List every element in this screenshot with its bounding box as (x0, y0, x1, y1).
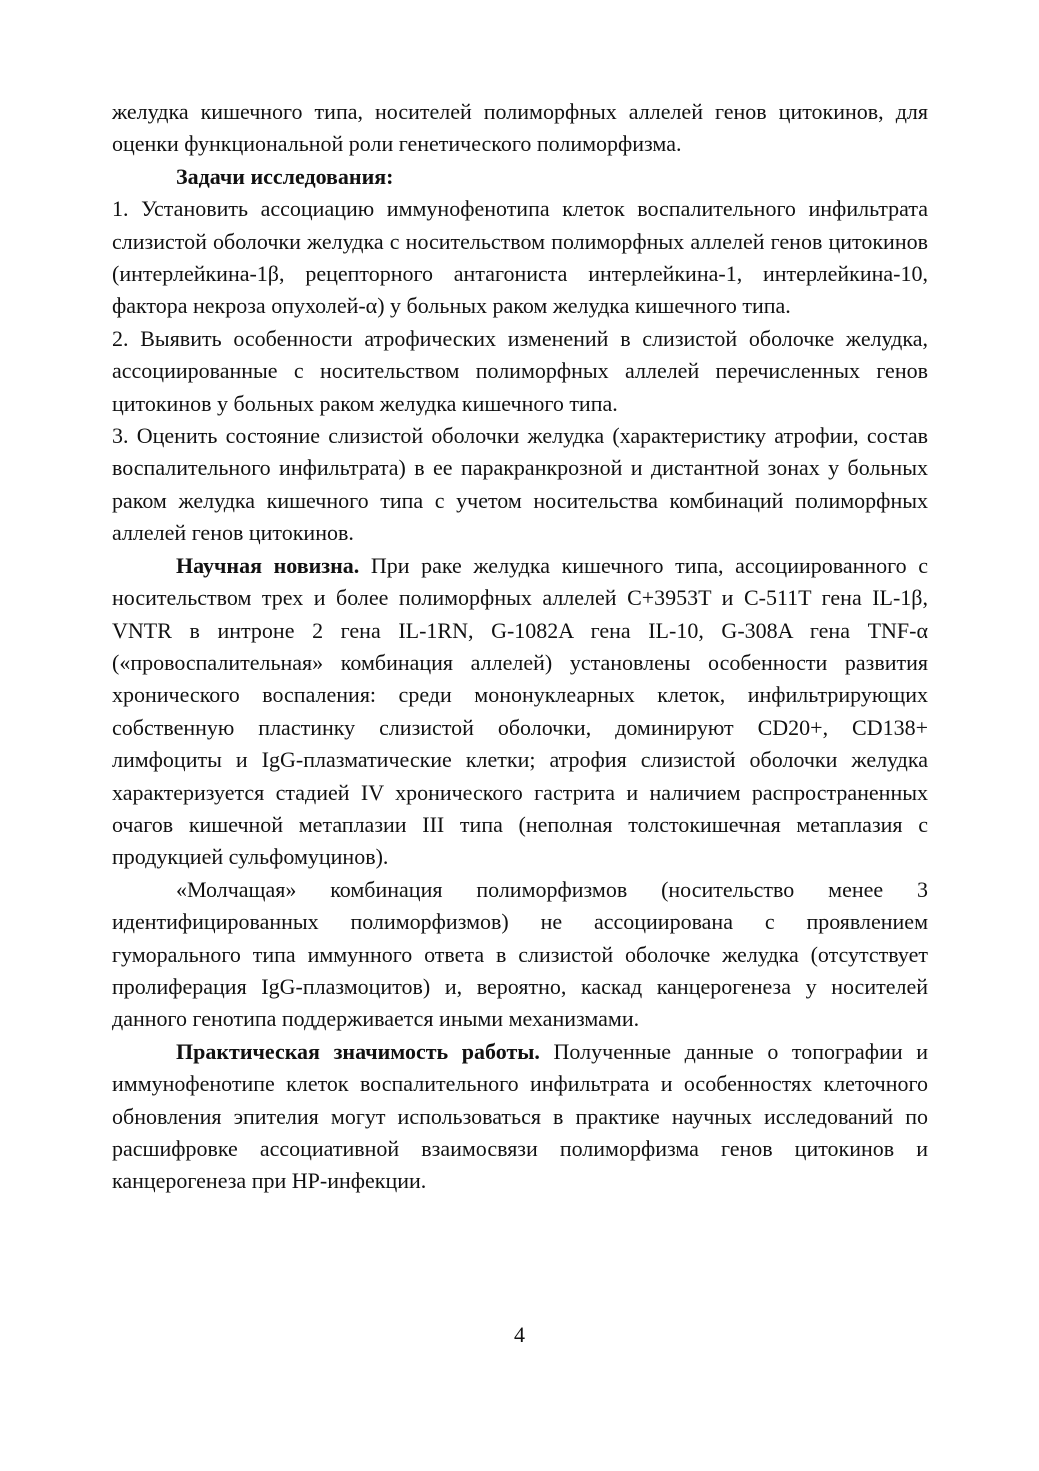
practical-paragraph (112, 1036, 928, 1198)
document-page (112, 96, 928, 1198)
silent-combination-paragraph: «Молчащая» комбинация полиморфизмов (носительство менее 3 идентифицированных полиморфизмов) не ассоциирована с проявлением гуморального типа иммунного ответа в слизистой оболочке желудка (отсутствует пролиферация IgG-плазмоцитов) и, вероятно, каскад канцерогенеза у носителей данного генотипа поддерживается иными механизмами. (112, 876, 928, 1032)
practical-body: Полученные данные о топографии и иммунофенотипе клеток воспалительного инфильтрата и особенностях клеточного обновления эпителия могут использоваться в практике научных исследований по расшифровке ассоциативной взаимосвязи полиморфизма генов цитокинов и канцерогенеза при НР-инфекции. (112, 1038, 928, 1194)
practical-lead: Практическая значимость работы. (176, 1038, 540, 1064)
task-3-paragraph: 3. Оценить состояние слизистой оболочки желудка (характеристику атрофии, состав воспалительного инфильтрата) в ее паракранкрозной и дистантной зонах у больных раком желудка кишечного типа с учетом носительства комбинаций полиморфных аллелей генов цитокинов. (112, 423, 928, 546)
novelty-lead: Научная новизна. (176, 552, 360, 578)
tasks-heading: Задачи исследования: (176, 163, 394, 189)
novelty-body: При раке желудка кишечного типа, ассоциированного с носительством трех и более полиморфных аллелей C+3953T и C-511T гена IL-1β, VNTR в интроне 2 гена IL-1RN, G-1082A гена IL-10, G-308A гена TNF-α («провоспалительная» комбинация аллелей) установлены особенности развития хронического воспаления: среди мононуклеарных клеток, инфильтрирующих собственную пластинку слизистой оболочки, доминируют CD20+, CD138+ лимфоциты и IgG-плазматические клетки; атрофия слизистой оболочки желудка характеризуется стадией IV хронического гастрита и наличием распространенных очагов кишечной метаплазии III типа (неполная толстокишечная метаплазия с продукцией сульфомуцинов). (112, 552, 928, 870)
page-number: 4 (514, 1322, 525, 1347)
task-1-paragraph: 1. Установить ассоциацию иммунофенотипа клеток воспалительного инфильтрата слизистой оболочки желудка с носительством полиморфных аллелей генов цитокинов (интерлейкина-1β, рецепторного антагониста интерлейкина-1, интерлейкина-10, фактора некроза опухолей-α) у больных раком желудка кишечного типа. (112, 196, 928, 319)
task-2-paragraph: 2. Выявить особенности атрофических изменений в слизистой оболочке желудка, ассоциированные с носительством полиморфных аллелей перечисленных генов цитокинов у больных раком желудка кишечного типа. (112, 325, 928, 416)
novelty-paragraph (112, 550, 928, 874)
intro-continuation-paragraph: желудка кишечного типа, носителей полиморфных аллелей генов цитокинов, для оценки функциональной роли генетического полиморфизма. (112, 99, 928, 157)
